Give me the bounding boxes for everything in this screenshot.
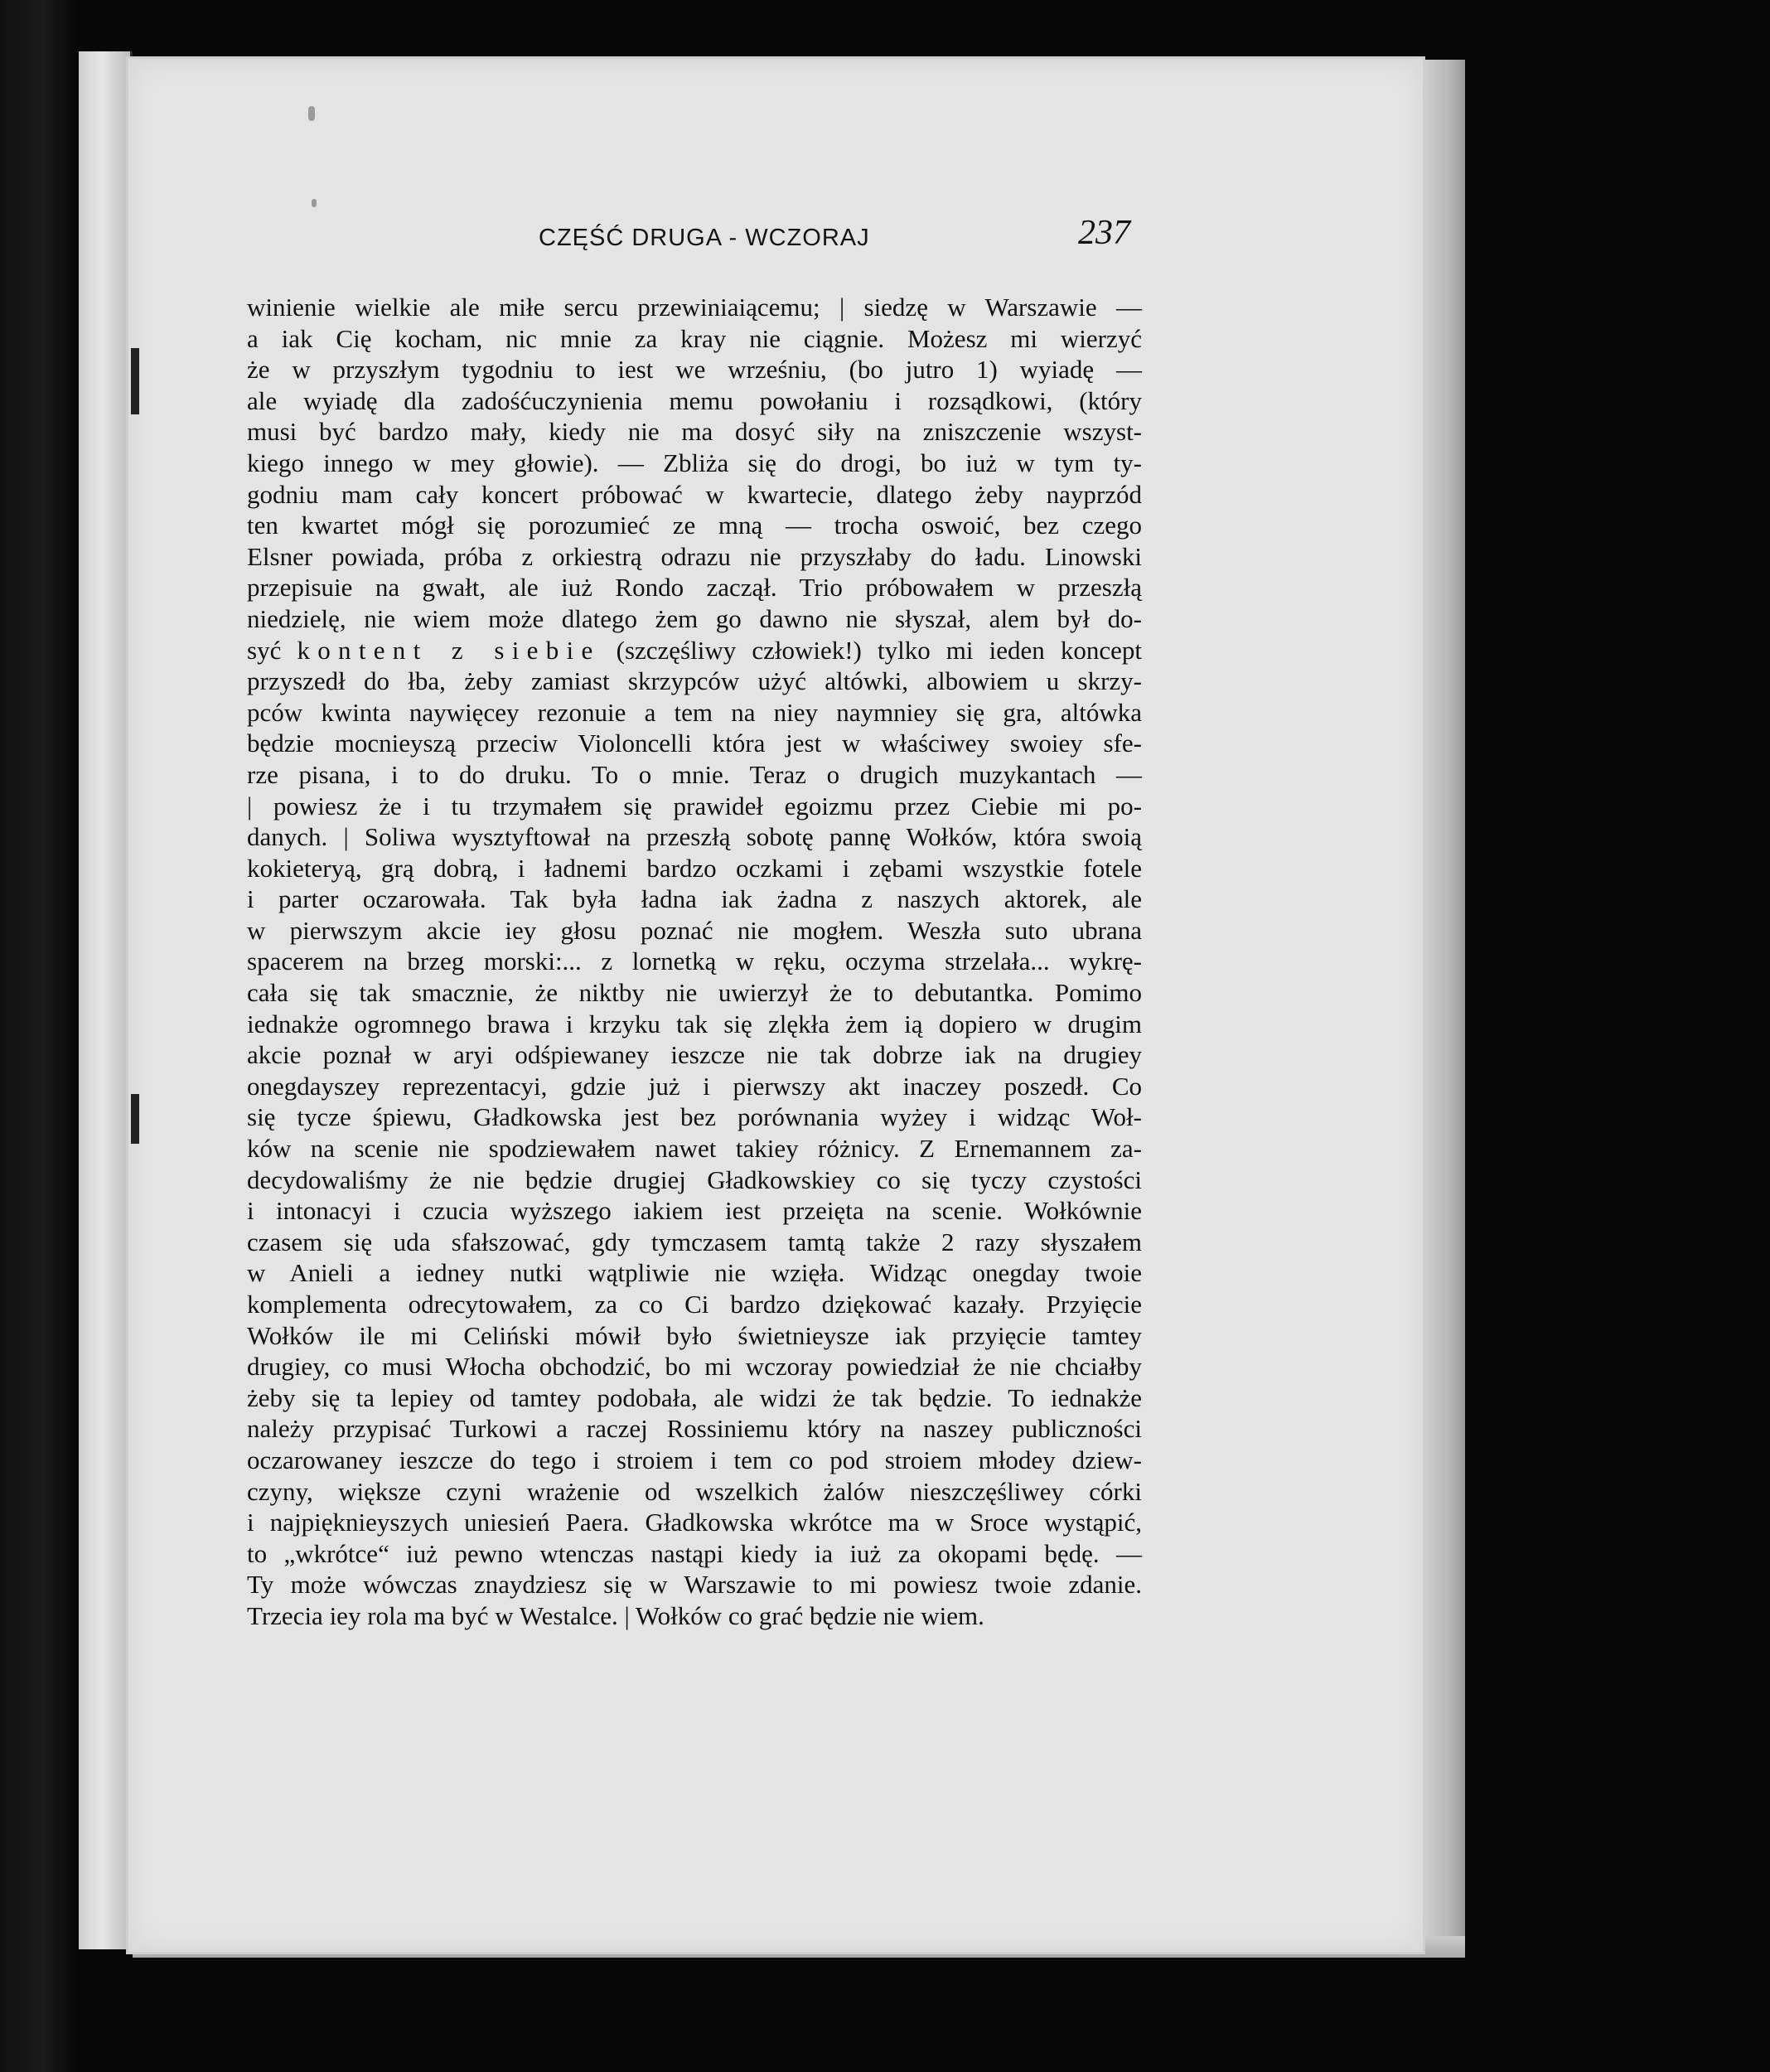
binding-thread-mark — [131, 348, 139, 414]
text-line: danych. | Soliwa wysztyftował na przeszłą sobotę pannę Wołków, która swoią — [247, 822, 1142, 852]
text-line: niedzielę, nie wiem może dlatego żem go dawno nie słyszał, alem był do- — [247, 603, 1142, 633]
text-line: to „wkrótce“ iuż pewno wtenczas nastąpi kiedy ia iuż za okopami będę. — — [247, 1538, 1142, 1568]
text-fragment: syć — [247, 635, 297, 665]
text-line: decydowaliśmy że nie będzie drugiej Gładkowskiey co się tyczy czystości — [247, 1164, 1142, 1194]
text-fragment: (szczęśliwy człowiek!) tylko mi ieden koncept — [600, 635, 1143, 665]
text-line: drugiey, co musi Włocha obchodzić, bo mi wczoray powiedział że nie chciałby — [247, 1352, 1142, 1382]
text-line: Elsner powiada, próba z orkiestrą odrazu nie przyszłaby do ładu. Linowski — [247, 541, 1142, 571]
text-line: onegdayszey reprezentacyi, gdzie już i pierwszy akt inaczey poszedł. Co — [247, 1071, 1142, 1101]
text-line: spacerem na brzeg morski:... z lornetką w ręku, oczyma strzelała... wykrę- — [247, 946, 1142, 976]
text-line: przepisuie na gwałt, ale iuż Rondo zaczął. Trio próbowałem w przeszłą — [247, 573, 1142, 603]
text-line: kokieteryą, grą dobrą, i ładnemi bardzo oczkami i zębami wszystkie fotele — [247, 853, 1142, 883]
text-line: i parter oczarowała. Tak była ładna iak żadna z naszych aktorek, ale — [247, 884, 1142, 914]
text-line: że w przyszłym tygodniu to iest we wrześniu, (bo jutro 1) wyiadę — — [247, 355, 1142, 385]
text-line: iednakże ogromnego brawa i krzyku tak się zlękła żem ią dopiero w drugim — [247, 1009, 1142, 1038]
text-line: będzie mocnieyszą przeciw Violoncelli która jest w właściwey swoiey sfe- — [247, 729, 1142, 758]
text-line: się tycze śpiewu, Gładkowska jest bez porównania wyżey i widząc Woł- — [247, 1102, 1142, 1132]
text-line: oczarowaney ieszcze do tego i stroiem i tem co pod stroiem młodey dziew- — [247, 1445, 1142, 1474]
text-line: ale wyiadę dla zadośćuczynienia memu powołaniu i rozsądkowi, (który — [247, 385, 1142, 415]
text-line: należy przypisać Turkowi a raczej Rossiniemu który na naszey publiczności — [247, 1414, 1142, 1444]
dust-speck — [308, 106, 315, 121]
text-line: cała się tak smacznie, że niktby nie uwierzył że to debutantka. Pomimo — [247, 978, 1142, 1008]
previous-page-edge — [79, 51, 133, 1949]
body-text — [247, 292, 1142, 1632]
page-header — [247, 211, 1142, 261]
text-line: winienie wielkie ale miłe sercu przewiniaiącemu; | siedzę w Warszawie — — [247, 293, 1142, 322]
emphasized-spaced-text: kontent z siebie — [297, 635, 601, 665]
text-line: i najpięknieyszych uniesień Paera. Gładkowska wkrótce ma w Sroce wystąpić, — [247, 1508, 1142, 1537]
page-number: 237 — [1078, 214, 1130, 252]
text-line: komplementa odrecytowałem, za co Ci bardzo dziękować kazały. Przyięcie — [247, 1290, 1142, 1319]
text-line: i intonacyi i czucia wyższego iakiem iest przeięta na scenie. Wołkównie — [247, 1196, 1142, 1226]
text-line: w pierwszym akcie iey głosu poznać nie mogłem. Weszła suto ubrana — [247, 915, 1142, 945]
text-line: | powiesz że i tu trzymałem się prawideł egoizmu przez Ciebie mi po- — [247, 791, 1142, 821]
text-line: ten kwartet mógł się porozumieć ze mną — trocha oswoić, bez czego — [247, 511, 1142, 540]
text-line: akcie poznał w aryi odśpiewaney ieszcze nie tak dobrze iak na drugiey — [247, 1040, 1142, 1070]
text-line: Ty może wówczas znaydziesz się w Warszawie to mi powiesz twoie zdanie. — [247, 1570, 1142, 1600]
text-line: żeby się ta lepiey od tamtey podobała, ale widzi że tak będzie. To iednakże — [247, 1382, 1142, 1412]
text-line: Trzecia iey rola ma być w Westalce. | Wołków co grać będzie nie wiem. — [247, 1600, 984, 1630]
text-line: musi być bardzo mały, kiedy nie ma dosyć siły na zniszczenie wszyst- — [247, 417, 1142, 447]
page-stack-right-edge — [1424, 60, 1465, 1941]
text-line: czyny, większe czyni wrażenie od wszelkich żalów nieszczęśliwey córki — [247, 1476, 1142, 1506]
running-title: CZĘŚĆ DRUGA - WCZORAJ — [539, 225, 870, 251]
text-line — [247, 635, 1142, 666]
text-line: godniu mam cały koncert próbować w kwartecie, dlatego żeby nayprzód — [247, 479, 1142, 509]
dark-margin-left — [0, 0, 79, 2072]
text-line: a iak Cię kocham, nic mnie za kray nie ciągnie. Możesz mi wierzyć — [247, 323, 1142, 353]
text-line: rze pisana, i to do druku. To o mnie. Teraz o drugich muzykantach — — [247, 759, 1142, 789]
text-line: pców kwinta naywięcey rezonuie a tem na niey naymniey się gra, altówka — [247, 697, 1142, 727]
text-line: ków na scenie nie spodziewałem nawet takiey różnicy. Z Ernemannem za- — [247, 1134, 1142, 1164]
text-line: czasem się uda sfałszować, gdy tymczasem tamtą także 2 razy słyszałem — [247, 1227, 1142, 1256]
text-line: kiego innego w mey głowie). — Zbliża się do drogi, bo iuż w tym ty- — [247, 448, 1142, 477]
dust-speck — [312, 199, 317, 207]
text-line: przyszedł do łba, żeby zamiast skrzypców użyć altówki, albowiem u skrzy- — [247, 666, 1142, 696]
binding-thread-mark — [131, 1094, 139, 1144]
text-line: Wołków ile mi Celiński mówił było świetnieysze iak przyięcie tamtey — [247, 1320, 1142, 1350]
text-line: w Anieli a iedney nutki wątpliwie nie wzięła. Widząc onegday twoie — [247, 1258, 1142, 1288]
